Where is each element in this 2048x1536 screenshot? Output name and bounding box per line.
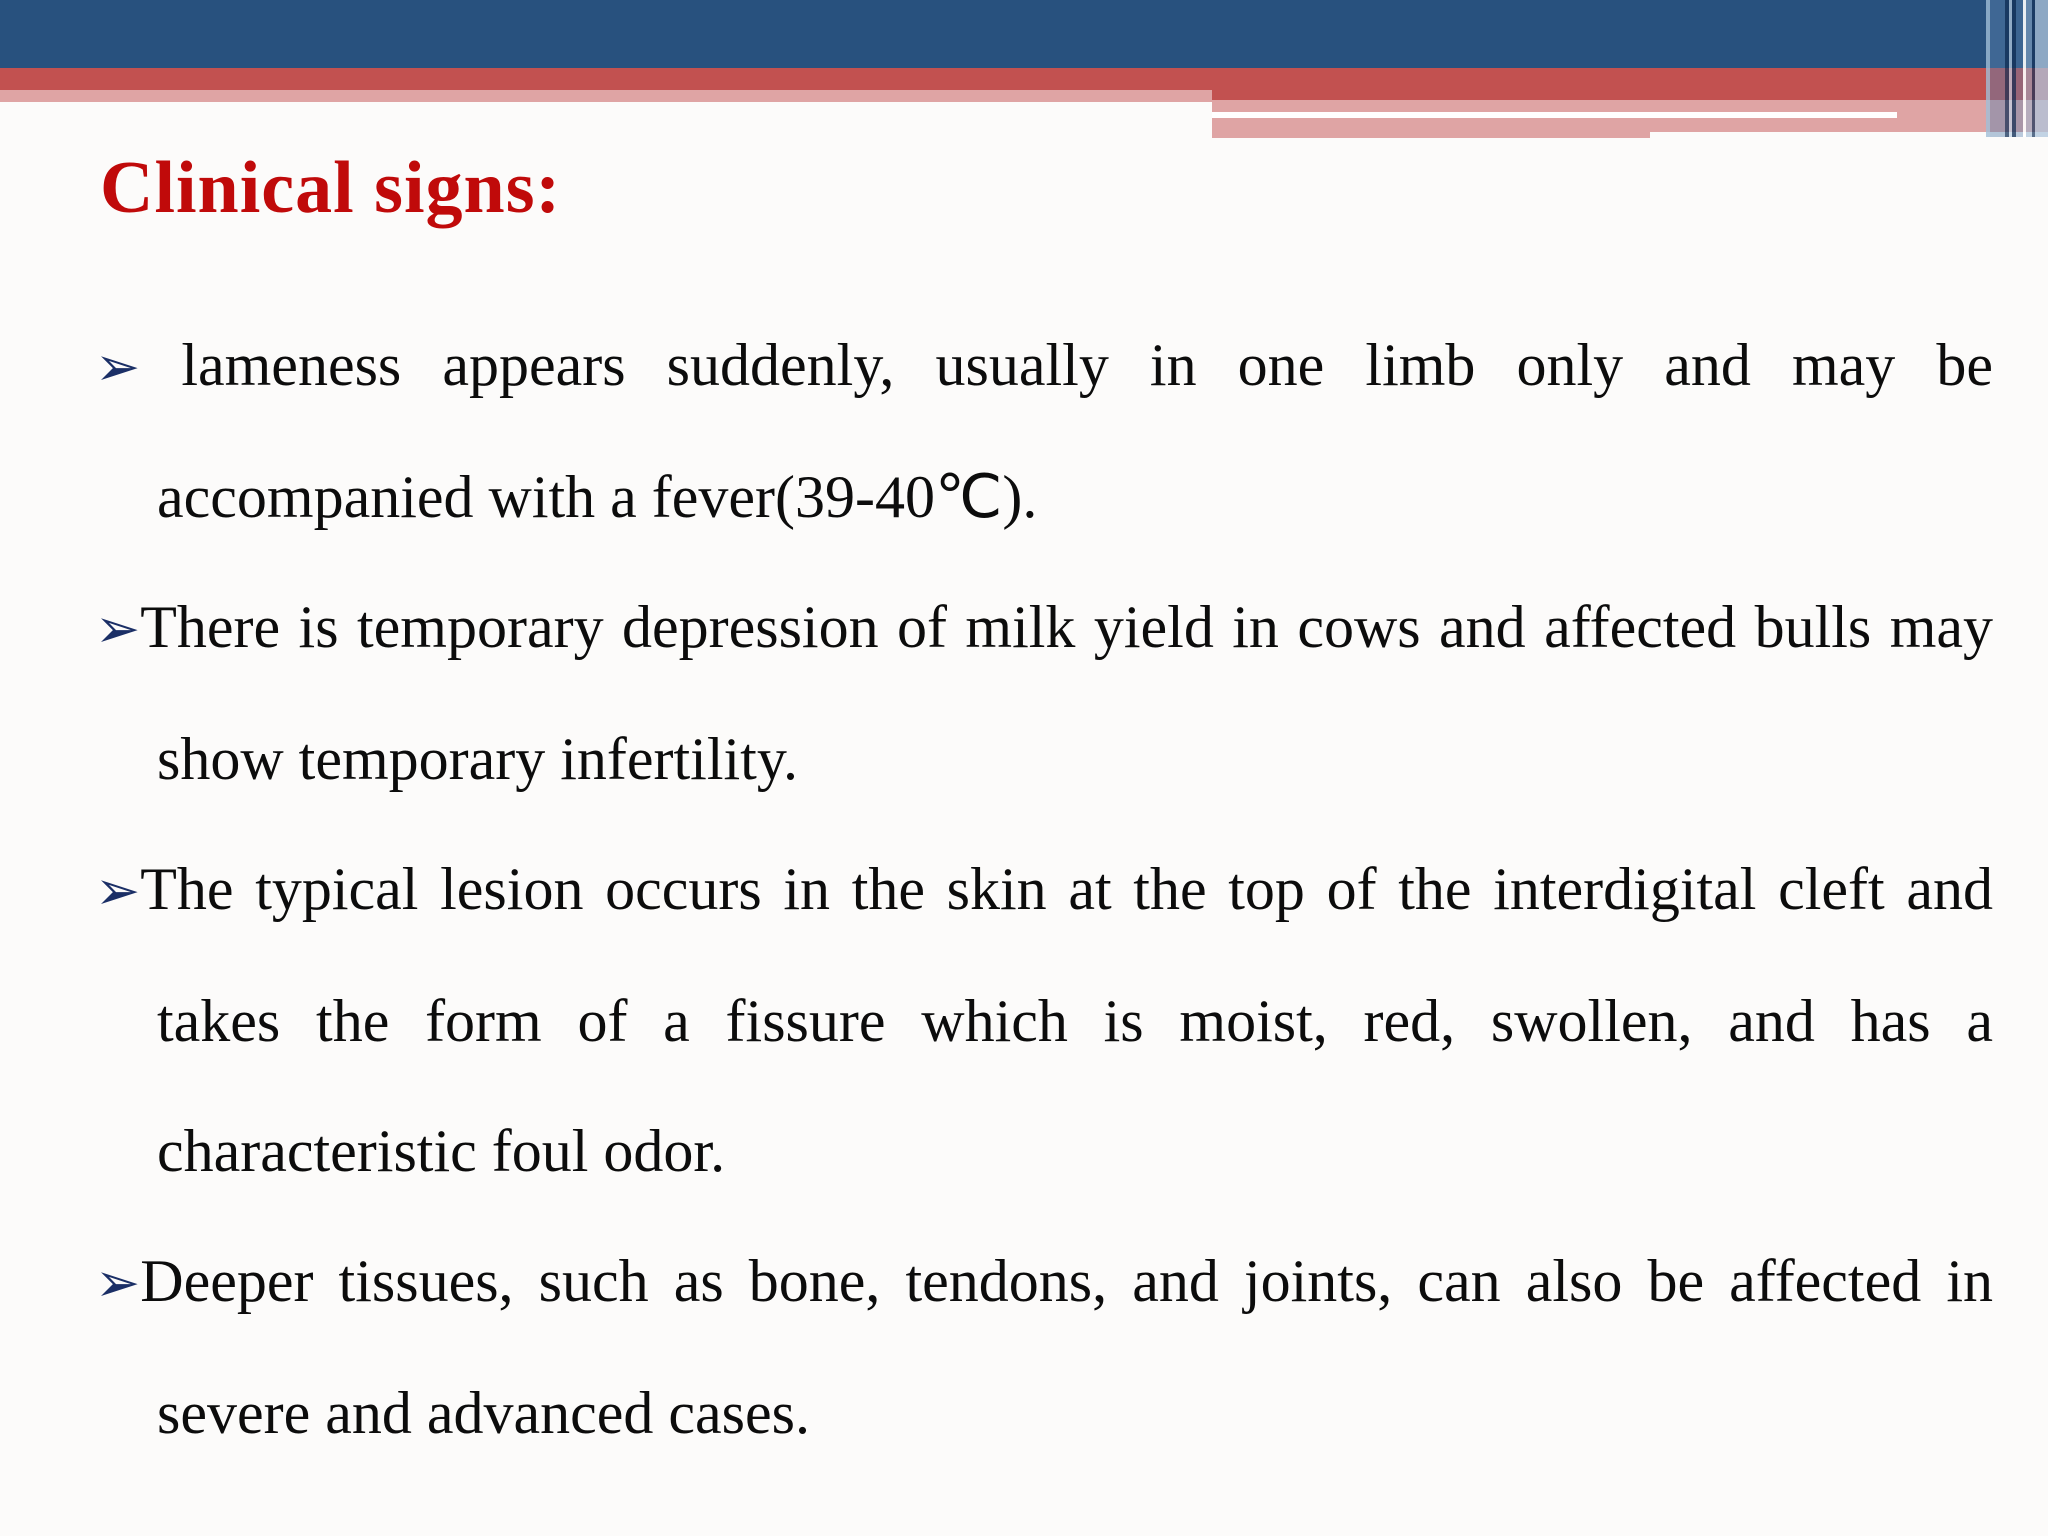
pinstripe <box>2035 0 2048 137</box>
pinstripe <box>1990 0 2005 137</box>
bullet-text: lameness appears suddenly, usually in one limb only and may be accompanied with a fever(39-40℃). <box>140 332 1993 530</box>
bullet-item <box>95 824 1993 1216</box>
bullet-text: There is temporary depression of milk yield in cows and affected bulls may show temporary infertility. <box>140 594 1993 792</box>
bullet-arrow-icon: ➢ <box>95 1251 141 1314</box>
pinstripe <box>2016 0 2023 137</box>
bullet-item <box>95 300 1993 562</box>
bullet-arrow-icon: ➢ <box>95 335 141 398</box>
bullet-item <box>95 1216 1993 1478</box>
corner-pinstripes <box>0 0 2048 137</box>
bullet-arrow-icon: ➢ <box>95 597 141 660</box>
slide-title: Clinical signs: <box>100 147 562 229</box>
bullet-arrow-icon: ➢ <box>95 859 141 922</box>
bullet-list <box>95 300 1993 1478</box>
bullet-text: Deeper tissues, such as bone, tendons, and joints, can also be affected in severe and advanced cases. <box>140 1248 1993 1446</box>
bullet-text: The typical lesion occurs in the skin at the top of the interdigital cleft and takes the form of a fissure which is moist, red, swollen, and has a characteristic foul odor. <box>140 856 1993 1184</box>
bullet-item <box>95 562 1993 824</box>
